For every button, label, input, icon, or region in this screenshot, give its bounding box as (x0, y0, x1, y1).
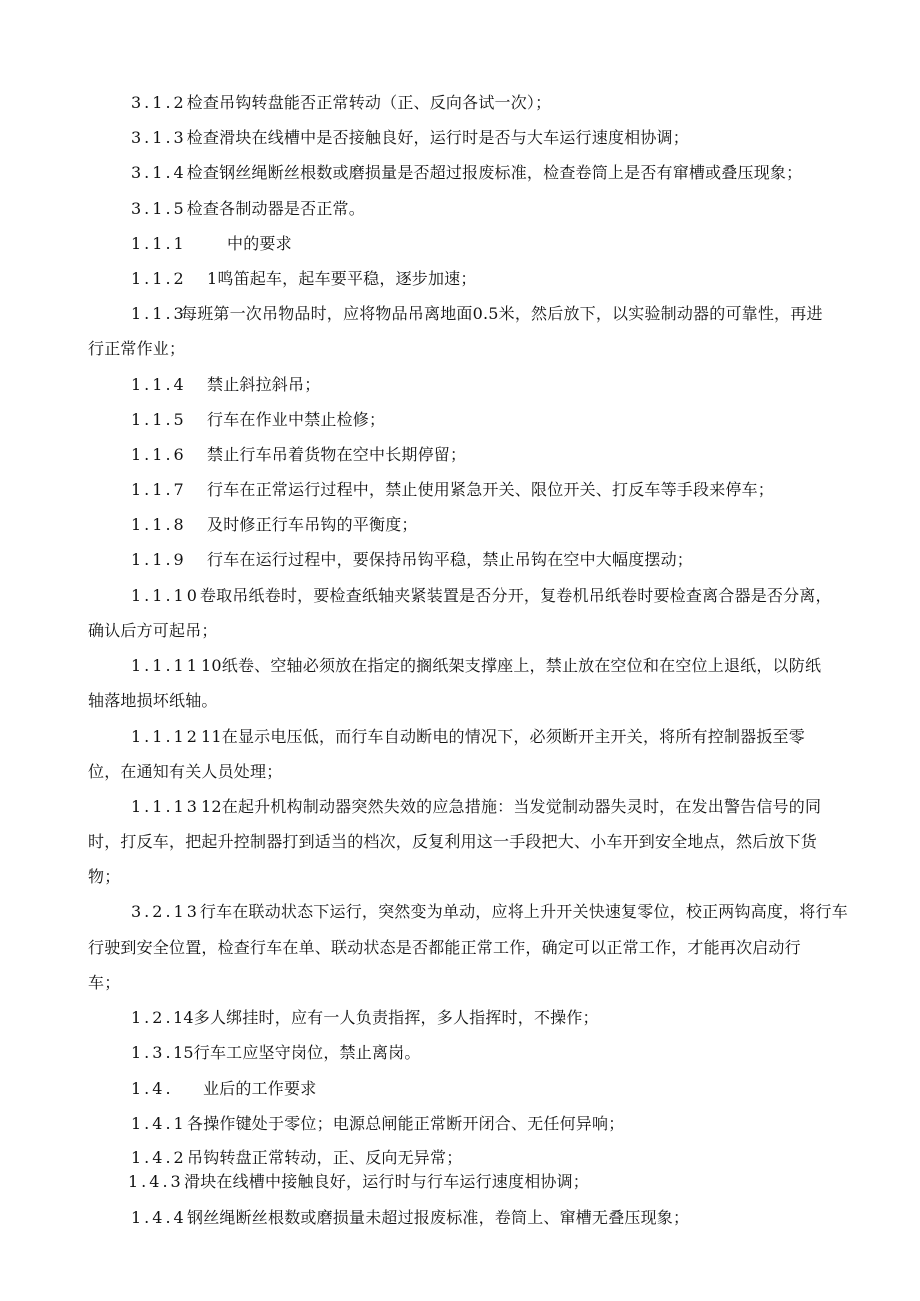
line-text: 禁止斜拉斜吊； (207, 375, 321, 394)
line-number: 1.1.5 (131, 410, 187, 429)
doc-line (88, 867, 120, 887)
line-text: 12在起升机构制动器突然失效的应急措施：当发觉制动器失灵时，在发出警告信号的同 (201, 797, 822, 816)
doc-line (88, 832, 817, 852)
doc-line (131, 480, 774, 500)
line-text: 11在显示电压低，而行车自动断电的情况下，必须断开主开关，将所有控制器扳至零 (201, 727, 805, 746)
doc-line (131, 269, 477, 289)
doc-line (131, 586, 832, 606)
line-text: 滑块在线槽中接触良好，运行时与行车运行速度相协调； (184, 1172, 590, 1191)
doc-line (131, 445, 466, 465)
doc-line (131, 234, 292, 254)
line-number: 1.3. (131, 1043, 174, 1062)
line-number: 1.1.9 (131, 550, 187, 569)
line-text: 行车在联动状态下运行，突然变为单动，应将上升开关快速复零位，校正两钩高度，将行车 (199, 902, 848, 921)
doc-line (131, 93, 551, 113)
line-text: 行车在运行过程中，要保持吊钩平稳，禁止吊钩在空中大幅度摆动； (207, 550, 694, 569)
line-text: 禁止行车吊着货物在空中长期停留； (207, 445, 467, 464)
line-text: 吊钩转盘正常转动，正、反向无异常； (187, 1148, 463, 1167)
line-number: 1.1.4 (131, 375, 187, 394)
line-text: 中的要求 (227, 234, 292, 253)
doc-line (131, 515, 418, 535)
line-text: 时，打反车，把起升控制器打到适当的档次，反复利用这一手段把大、小车开到安全地点，然后放下货 (88, 832, 818, 851)
line-text: 10纸卷、空轴必须放在指定的搁纸架支撑座上，禁止放在空位和在空位上退纸，以防纸 (201, 656, 822, 675)
doc-line (88, 938, 801, 958)
line-text: 行车在正常运行过程中，禁止使用紧急开关、限位开关、打反车等手段来停车； (207, 480, 775, 499)
doc-line (131, 550, 693, 570)
line-text: 各操作键处于零位；电源总闸能正常断开闭合、无任何异响； (187, 1114, 625, 1133)
line-text: 1鸣笛起车，起车要平稳，逐步加速； (207, 269, 477, 288)
doc-line (131, 1008, 599, 1028)
line-number: 1.4.2 (131, 1148, 187, 1167)
line-number: 1.4. (131, 1079, 174, 1098)
line-number: 1.1.13 (131, 797, 200, 816)
line-text: 检查滑块在线槽中是否接触良好，运行时是否与大车运行速度相协调； (186, 128, 689, 147)
line-text: 检查吊钩转盘能否正常转动（正、反向各试一次）； (186, 93, 552, 112)
doc-line (131, 410, 385, 430)
line-number: 3.1.3 (131, 128, 187, 147)
line-number: 1.1.2 (131, 269, 187, 288)
line-text: 14多人绑挂时，应有一人负责指挥，多人指挥时，不操作； (173, 1008, 599, 1027)
line-number: 3.2.13 (131, 902, 200, 921)
line-text: 行车在作业中禁止检修； (207, 410, 386, 429)
doc-line (88, 973, 120, 993)
line-text: 卷取吊纸卷时，要检查纸轴夹紧装置是否分开，复卷机吊纸卷时要检查离合器是否分离， (199, 586, 832, 605)
line-text: 及时修正行车吊钩的平衡度； (207, 515, 418, 534)
line-text: 业后的工作要求 (203, 1079, 317, 1098)
line-number: 3.1.2 (131, 93, 187, 112)
line-text: 车； (88, 973, 121, 992)
doc-line (131, 1114, 624, 1134)
doc-line (131, 1148, 462, 1168)
line-number: 1.1.12 (131, 727, 200, 746)
line-number: 1.1.8 (131, 515, 187, 534)
line-number: 1.1.1 (131, 234, 187, 253)
line-text: 确认后方可起吊； (88, 621, 218, 640)
line-text: 物； (88, 867, 121, 886)
doc-line (88, 762, 282, 782)
doc-line (131, 902, 848, 922)
line-number: 1.1.10 (131, 586, 200, 605)
doc-line (131, 1079, 316, 1099)
line-number: 1.1.6 (131, 445, 187, 464)
doc-line (128, 1172, 589, 1192)
doc-line (131, 163, 802, 183)
line-text: 15行车工应坚守岗位，禁止离岗。 (173, 1043, 421, 1062)
line-text: 位，在通知有关人员处理； (88, 762, 283, 781)
doc-line (131, 375, 320, 395)
line-number: 1.1.3 (131, 304, 187, 323)
line-number: 1.2. (131, 1008, 174, 1027)
line-number: 3.1.5 (131, 199, 187, 218)
doc-line (131, 304, 823, 324)
line-text: 检查各制动器是否正常。 (186, 199, 365, 218)
line-text: 每班第一次吊物品时，应将物品吊离地面0.5米，然后放下，以实验制动器的可靠性，再进 (181, 304, 823, 323)
line-text: 行正常作业； (88, 339, 186, 358)
line-number: 1.1.7 (131, 480, 187, 499)
line-text: 行驶到安全位置，检查行车在单、联动状态是否都能正常工作，确定可以正常工作，才能再次启动行 (88, 938, 801, 957)
line-number: 1.4.4 (131, 1208, 187, 1227)
line-number: 3.1.4 (131, 163, 187, 182)
line-number: 1.4.1 (131, 1114, 187, 1133)
line-number: 1.4.3 (128, 1172, 184, 1191)
doc-line (131, 199, 365, 219)
doc-line (131, 1043, 421, 1063)
doc-line (88, 339, 185, 359)
doc-line (88, 621, 218, 641)
doc-line (131, 656, 821, 676)
doc-line (131, 1208, 689, 1228)
line-number: 1.1.11 (131, 656, 200, 675)
line-text: 检查钢丝绳断丝根数或磨损量是否超过报废标准，检查卷筒上是否有窜槽或叠压现象； (186, 163, 803, 182)
doc-line (131, 797, 821, 817)
doc-line (131, 128, 689, 148)
line-text: 钢丝绳断丝根数或磨损量未超过报废标准，卷筒上、窜槽无叠压现象； (187, 1208, 690, 1227)
doc-line (131, 727, 805, 747)
line-text: 轴落地损坏纸轴。 (88, 691, 218, 710)
doc-line (88, 691, 218, 711)
